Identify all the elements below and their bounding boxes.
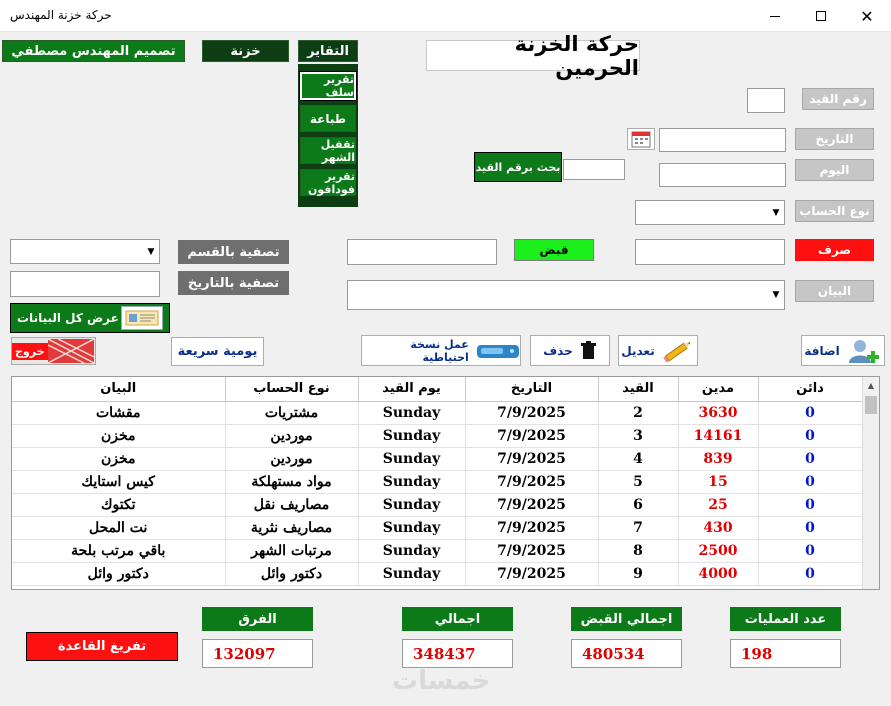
designer-label: تصميم المهندس مصطفي bbox=[2, 40, 185, 62]
qabd-total-value: 480534 bbox=[571, 639, 682, 668]
cell-day: Sunday bbox=[358, 470, 465, 493]
scroll-up-icon[interactable]: ▲ bbox=[867, 381, 875, 390]
chevron-down-icon: ▼ bbox=[772, 207, 780, 218]
filter-by-section-button[interactable]: تصفية بالقسم bbox=[178, 240, 289, 264]
table-header-row bbox=[12, 377, 862, 401]
cell-debit: 4000 bbox=[678, 562, 758, 585]
sarf-label: صرف bbox=[795, 239, 874, 261]
bayan-select[interactable] bbox=[347, 280, 785, 310]
window-title: حركة خزنة المهندس bbox=[10, 8, 112, 22]
cell-entry: 3 bbox=[598, 424, 678, 447]
cell-entry: 6 bbox=[598, 493, 678, 516]
col-account[interactable]: نوع الحساب bbox=[225, 377, 358, 401]
qabd-input[interactable] bbox=[347, 239, 497, 265]
cell-day: Sunday bbox=[358, 401, 465, 424]
cell-bayan: مخزن bbox=[12, 447, 225, 470]
cell-day: Sunday bbox=[358, 539, 465, 562]
cell-entry: 7 bbox=[598, 516, 678, 539]
cell-bayan: نت المحل bbox=[12, 516, 225, 539]
reports-title[interactable]: التقاير bbox=[298, 40, 358, 62]
filter-by-date-button[interactable]: تصفية بالتاريخ bbox=[178, 271, 289, 295]
entries-table[interactable] bbox=[11, 376, 880, 590]
add-user-icon bbox=[846, 337, 882, 365]
show-all-label: عرض كل البيانات bbox=[17, 311, 119, 325]
cell-account: موردين bbox=[225, 447, 358, 470]
cell-credit: 0 bbox=[758, 539, 862, 562]
cell-entry: 2 bbox=[598, 401, 678, 424]
col-entry[interactable]: القيد bbox=[598, 377, 678, 401]
table-row[interactable] bbox=[12, 447, 862, 470]
cell-debit: 14161 bbox=[678, 424, 758, 447]
cell-date: 7/9/2025 bbox=[465, 539, 598, 562]
qabd-total-label: اجمالي القبض bbox=[571, 607, 682, 631]
advance-report-button[interactable]: تقرير سلف bbox=[300, 72, 356, 100]
cell-date: 7/9/2025 bbox=[465, 401, 598, 424]
cell-entry: 8 bbox=[598, 539, 678, 562]
minimize-icon bbox=[770, 16, 780, 17]
date-input[interactable] bbox=[659, 128, 786, 152]
search-by-entry-button[interactable]: بحث برقم القيد bbox=[474, 152, 562, 182]
total-label: اجمالي bbox=[402, 607, 513, 631]
table-row[interactable] bbox=[12, 493, 862, 516]
cell-date: 7/9/2025 bbox=[465, 562, 598, 585]
close-button[interactable] bbox=[844, 0, 890, 32]
cell-credit: 0 bbox=[758, 401, 862, 424]
backup-button[interactable] bbox=[361, 335, 521, 366]
close-month-button[interactable]: تقفيل الشهر bbox=[300, 137, 356, 164]
cell-account: مصاريف نثرية bbox=[225, 516, 358, 539]
maximize-button[interactable] bbox=[798, 0, 844, 32]
vodafone-report-button[interactable]: تقرير فودافون bbox=[300, 169, 356, 196]
delete-button[interactable] bbox=[530, 335, 610, 366]
scroll-thumb[interactable] bbox=[865, 396, 877, 414]
bayan-label: البيان bbox=[795, 280, 874, 302]
exit-button[interactable] bbox=[11, 337, 96, 365]
trash-icon bbox=[579, 341, 597, 361]
exit-label: خروج bbox=[12, 343, 48, 360]
chevron-down-icon: ▼ bbox=[772, 290, 780, 300]
cell-bayan: دكتور وائل bbox=[12, 562, 225, 585]
maximize-icon bbox=[816, 11, 826, 21]
backup-label: عمل نسخة احتياطية bbox=[410, 337, 469, 364]
account-type-label: نوع الحساب bbox=[795, 200, 874, 222]
cell-bayan: تكتوك bbox=[12, 493, 225, 516]
table-row[interactable] bbox=[12, 424, 862, 447]
ops-count-value: 198 bbox=[730, 639, 841, 668]
add-label: اضافة bbox=[804, 343, 840, 358]
section-filter-select[interactable] bbox=[10, 239, 160, 264]
cell-credit: 0 bbox=[758, 516, 862, 539]
diff-value: 132097 bbox=[202, 639, 313, 668]
cell-entry: 5 bbox=[598, 470, 678, 493]
col-bayan[interactable]: البيان bbox=[12, 377, 225, 401]
cell-date: 7/9/2025 bbox=[465, 470, 598, 493]
cell-day: Sunday bbox=[358, 516, 465, 539]
cell-account: مصاريف نقل bbox=[225, 493, 358, 516]
cell-entry: 9 bbox=[598, 562, 678, 585]
watermark: خمسات bbox=[392, 666, 491, 696]
edit-label: تعديل bbox=[621, 343, 655, 358]
title-bar bbox=[0, 0, 891, 32]
cell-day: Sunday bbox=[358, 562, 465, 585]
cell-bayan: مقشات bbox=[12, 401, 225, 424]
edit-button[interactable] bbox=[618, 335, 698, 366]
cell-debit: 839 bbox=[678, 447, 758, 470]
cell-day: Sunday bbox=[358, 424, 465, 447]
page-title: حركة الخزنة الحرمين bbox=[426, 40, 640, 71]
print-button[interactable]: طباعة bbox=[300, 105, 356, 132]
cell-entry: 4 bbox=[598, 447, 678, 470]
total-value: 348437 bbox=[402, 639, 513, 668]
minimize-button[interactable] bbox=[752, 0, 798, 32]
date-label: التاريخ bbox=[795, 128, 874, 150]
sarf-input[interactable] bbox=[635, 239, 785, 265]
day-label: اليوم bbox=[795, 159, 874, 181]
table-row[interactable] bbox=[12, 562, 862, 585]
cell-credit: 0 bbox=[758, 493, 862, 516]
close-icon: ✕ bbox=[860, 6, 874, 26]
cell-account: مرتبات الشهر bbox=[225, 539, 358, 562]
cell-account: مواد مستهلكة bbox=[225, 470, 358, 493]
cell-account: مشتريات bbox=[225, 401, 358, 424]
data-list-icon bbox=[121, 306, 163, 330]
col-credit[interactable]: دائن bbox=[758, 377, 862, 401]
quick-daily-button[interactable]: يومية سريعة bbox=[171, 337, 264, 366]
ops-count-label: عدد العمليات bbox=[730, 607, 841, 631]
table-row[interactable] bbox=[12, 539, 862, 562]
table-row[interactable] bbox=[12, 470, 862, 493]
cell-debit: 2500 bbox=[678, 539, 758, 562]
exit-pattern-icon bbox=[48, 339, 94, 363]
cell-debit: 3630 bbox=[678, 401, 758, 424]
entry-no-label: رقم القيد bbox=[802, 88, 874, 110]
cell-bayan: كيس استايك bbox=[12, 470, 225, 493]
diff-label: الفرق bbox=[202, 607, 313, 631]
vertical-scrollbar[interactable] bbox=[862, 377, 879, 589]
cell-credit: 0 bbox=[758, 447, 862, 470]
cell-date: 7/9/2025 bbox=[465, 447, 598, 470]
search-entry-input[interactable] bbox=[563, 159, 625, 180]
entries-grid bbox=[12, 377, 863, 586]
cell-day: Sunday bbox=[358, 447, 465, 470]
clear-database-button[interactable]: تفريغ القاعدة bbox=[26, 632, 178, 661]
qabd-label: قبض bbox=[514, 239, 594, 261]
cell-credit: 0 bbox=[758, 424, 862, 447]
day-input[interactable] bbox=[659, 163, 786, 187]
khazna-label: خزنة bbox=[202, 40, 289, 62]
calendar-icon bbox=[628, 129, 654, 149]
cell-date: 7/9/2025 bbox=[465, 424, 598, 447]
cell-account: دكتور وائل bbox=[225, 562, 358, 585]
col-debit[interactable]: مدين bbox=[678, 377, 758, 401]
cell-credit: 0 bbox=[758, 562, 862, 585]
pencil-icon bbox=[661, 338, 695, 364]
entry-no-input[interactable] bbox=[747, 88, 785, 113]
cell-credit: 0 bbox=[758, 470, 862, 493]
backup-drive-icon bbox=[475, 340, 520, 362]
cell-debit: 25 bbox=[678, 493, 758, 516]
chevron-down-icon: ▼ bbox=[147, 246, 155, 257]
cell-bayan: مخزن bbox=[12, 424, 225, 447]
cell-date: 7/9/2025 bbox=[465, 516, 598, 539]
cell-account: موردين bbox=[225, 424, 358, 447]
col-date[interactable]: التاريخ bbox=[465, 377, 598, 401]
show-all-button[interactable] bbox=[10, 303, 170, 333]
delete-label: حذف bbox=[543, 343, 573, 358]
col-day[interactable]: يوم القيد bbox=[358, 377, 465, 401]
cell-bayan: باقي مرتب بلحة bbox=[12, 539, 225, 562]
add-button[interactable] bbox=[801, 335, 885, 366]
cell-debit: 430 bbox=[678, 516, 758, 539]
cell-date: 7/9/2025 bbox=[465, 493, 598, 516]
cell-day: Sunday bbox=[358, 493, 465, 516]
account-type-select[interactable] bbox=[635, 200, 785, 225]
table-row[interactable] bbox=[12, 516, 862, 539]
cell-debit: 15 bbox=[678, 470, 758, 493]
table-row[interactable] bbox=[12, 401, 862, 424]
date-filter-input[interactable] bbox=[10, 271, 160, 297]
calendar-button[interactable] bbox=[627, 128, 655, 150]
